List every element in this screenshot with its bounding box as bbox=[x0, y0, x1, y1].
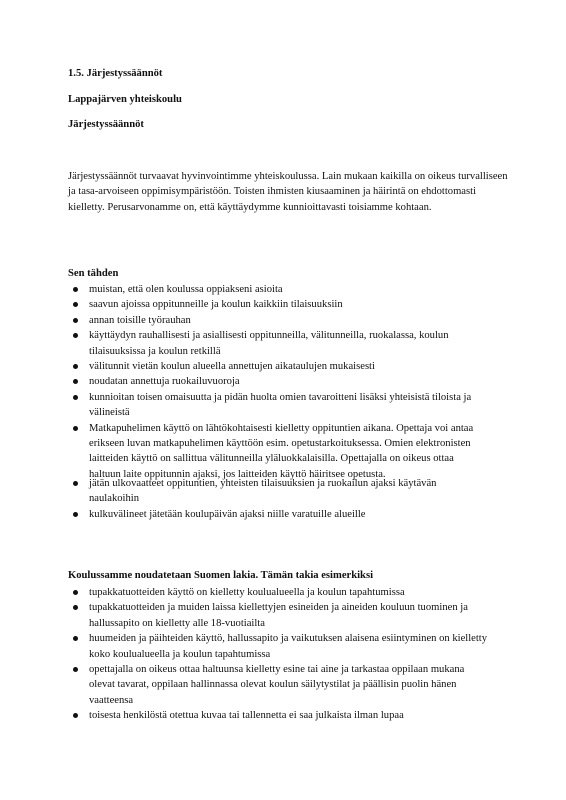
bullet-icon bbox=[73, 713, 78, 718]
list-item: jätän ulkovaatteet oppituntien, yhteisten tilaisuuksien ja ruokailun ajaksi käytävän naulakoihin bbox=[68, 476, 488, 507]
list-item: kulkuvälineet jätetään koulupäivän ajaksi niille varatuille alueille bbox=[68, 507, 488, 522]
list-item: käyttäydyn rauhallisesti ja asiallisesti oppitunneilla, välitunneilla, ruokalassa, koulun tilaisuuksissa ja koulun retkillä bbox=[68, 328, 488, 359]
list-item: huumeiden ja päihteiden käyttö, hallussapito ja vaikutuksen alaisena esiintyminen on kielletty koko koulualueella ja koulun tapahtumissa bbox=[68, 631, 488, 662]
bullet-icon bbox=[73, 318, 78, 323]
sen-tahden-list bbox=[68, 282, 488, 482]
laki-list bbox=[68, 585, 488, 724]
section-heading: 1.5. Järjestyssäännöt bbox=[68, 68, 163, 79]
sen-tahden-heading: Sen tähden bbox=[68, 268, 119, 279]
document-title: Järjestyssäännöt bbox=[68, 119, 144, 130]
bullet-icon bbox=[73, 590, 78, 595]
list-item: tupakkatuotteiden ja muiden laissa kiellettyjen esineiden ja aineiden kouluun tuominen ja hallussapito on kielletty alle 18-vuotiailta bbox=[68, 600, 488, 631]
bullet-icon bbox=[73, 287, 78, 292]
list-item: tupakkatuotteiden käyttö on kielletty koulualueella ja koulun tapahtumissa bbox=[68, 585, 488, 600]
list-item: toisesta henkilöstä otettua kuvaa tai tallennetta ei saa julkaista ilman lupaa bbox=[68, 708, 488, 723]
list-item: annan toisille työrauhan bbox=[68, 313, 488, 328]
laki-heading: Koulussamme noudatetaan Suomen lakia. Tämän takia esimerkiksi bbox=[68, 570, 374, 581]
list-item: muistan, että olen koulussa oppiakseni asioita bbox=[68, 282, 488, 297]
list-item: välitunnit vietän koulun alueella annettujen aikataulujen mukaisesti bbox=[68, 359, 488, 374]
bullet-icon bbox=[73, 667, 78, 672]
bullet-icon bbox=[73, 302, 78, 307]
list-item: Matkapuhelimen käyttö on lähtökohtaisesti kielletty oppituntien aikana. Opettaja voi antaa erikseen luvan matkapuhelimen käyttöön esim. opetustarkoituksessa. Omien elektronisten laitteiden käyttö on sallittua välitunneilla yläluokkalaisilla. Opettajalla on oikeus ottaa haltuun laite oppitunnin ajaksi, jos laitteiden käyttö häiritsee opetusta. bbox=[68, 421, 488, 483]
bullet-icon bbox=[73, 364, 78, 369]
bullet-icon bbox=[73, 379, 78, 384]
bullet-icon bbox=[73, 426, 78, 431]
list-item: saavun ajoissa oppitunneille ja koulun kaikkiin tilaisuuksiin bbox=[68, 297, 488, 312]
sen-tahden-list-continued bbox=[68, 476, 488, 522]
list-item: kunnioitan toisen omaisuutta ja pidän huolta omien tavaroitteni lisäksi yhteisistä tiloista ja välineistä bbox=[68, 390, 488, 421]
bullet-icon bbox=[73, 333, 78, 338]
bullet-icon bbox=[73, 395, 78, 400]
bullet-icon bbox=[73, 512, 78, 517]
list-item: noudatan annettuja ruokailuvuoroja bbox=[68, 374, 488, 389]
bullet-icon bbox=[73, 605, 78, 610]
list-item: opettajalla on oikeus ottaa haltuunsa kielletty esine tai aine ja tarkastaa oppilaan mukana olevat tavarat, oppilaan hallinnassa olevat koulun säilytystilat ja päällisin puolin hänen vaatteensa bbox=[68, 662, 488, 708]
bullet-icon bbox=[73, 636, 78, 641]
school-name-heading: Lappajärven yhteiskoulu bbox=[68, 94, 182, 105]
intro-paragraph: Järjestyssäännöt turvaavat hyvinvointimme yhteiskoulussa. Lain mukaan kaikilla on oikeus turvalliseen ja tasa-arvoiseen oppimisympäristöön. Toisten ihmisten kiusaaminen ja häirintä on ehdottomasti kielletty. Perusarvonamme on, että käyttäydymme kunnioittavasti toisiamme kohtaan. bbox=[68, 171, 508, 213]
bullet-icon bbox=[73, 481, 78, 486]
